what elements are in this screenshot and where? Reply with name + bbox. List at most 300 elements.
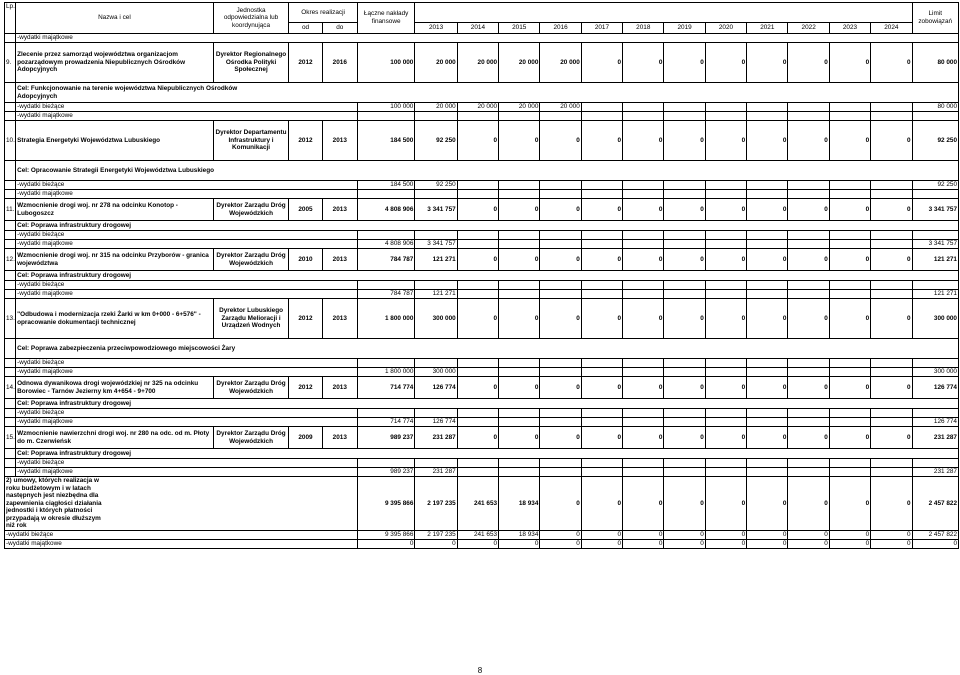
project-row [5, 199, 959, 221]
project-year-value: 0 [871, 249, 912, 271]
expense-label: -wydatki majątkowe [16, 468, 358, 477]
project-year-value: 0 [499, 299, 540, 339]
expense-year-value [705, 368, 746, 377]
expense-spacer [5, 112, 16, 121]
project-year-value: 0 [664, 299, 705, 339]
expense-total: 100 000 [357, 103, 414, 112]
project-row [5, 377, 959, 399]
expense-year-value [581, 368, 622, 377]
summary-year-value: 18 934 [499, 477, 540, 531]
project-year-value: 0 [705, 427, 746, 449]
expense-year-value [829, 190, 870, 199]
project-year-value: 0 [871, 299, 912, 339]
expense-year-value [457, 418, 498, 427]
expense-year-value [747, 368, 788, 377]
expense-year-value [788, 290, 829, 299]
project-total: 989 237 [357, 427, 414, 449]
header-total: Łączne nakłady finansowe [357, 3, 414, 34]
project-year-value: 0 [829, 427, 870, 449]
expense-year-value [540, 181, 581, 190]
summary-year-value: 0 [664, 477, 705, 531]
project-year-value: 0 [457, 427, 498, 449]
project-year-value: 0 [499, 121, 540, 161]
expense-year-value [499, 418, 540, 427]
expense-year-value [623, 190, 664, 199]
expense-row [5, 418, 959, 427]
summary-limit: 2 457 822 [912, 477, 959, 531]
expense-spacer [5, 468, 16, 477]
summary-expense-year-value: 0 [623, 530, 664, 539]
expense-year-value [747, 103, 788, 112]
project-year-value: 0 [705, 299, 746, 339]
goal-spacer [5, 271, 16, 281]
expense-year-value [499, 240, 540, 249]
project-year-value: 0 [829, 249, 870, 271]
header-period: Okres realizacji [289, 3, 358, 23]
expense-row [5, 240, 959, 249]
expense-year-value [415, 190, 457, 199]
project-year-value: 0 [788, 377, 829, 399]
expense-year-value [499, 181, 540, 190]
project-year-value: 0 [788, 121, 829, 161]
page-number: 8 [477, 666, 483, 675]
header-year: 2023 [829, 23, 870, 34]
expense-year-value [581, 409, 622, 418]
expense-spacer [5, 409, 16, 418]
expense-year-value [540, 468, 581, 477]
expense-year-value [581, 418, 622, 427]
expense-year-value [581, 468, 622, 477]
project-limit: 126 774 [912, 377, 959, 399]
expense-year-value [664, 181, 705, 190]
expense-year-value [457, 190, 498, 199]
expense-spacer [5, 418, 16, 427]
expense-year-value [623, 290, 664, 299]
project-year-value: 0 [705, 43, 746, 83]
project-year-value: 20 000 [540, 43, 581, 83]
expense-year-value [747, 231, 788, 240]
goal-text: Cel: Poprawa infrastruktury drogowej [16, 399, 959, 409]
project-year-value: 0 [457, 249, 498, 271]
goal-spacer [5, 161, 16, 181]
expense-year-value [623, 409, 664, 418]
project-lp: 11. [5, 199, 16, 221]
expense-year-value [499, 409, 540, 418]
summary-expense-year-value: 0 [664, 530, 705, 539]
expense-year-value [747, 181, 788, 190]
goal-spacer [5, 339, 16, 359]
expense-year-value [664, 103, 705, 112]
project-year-value: 0 [747, 427, 788, 449]
project-year-value: 20 000 [415, 43, 457, 83]
project-year-value: 0 [664, 249, 705, 271]
project-year-value: 0 [871, 43, 912, 83]
project-to: 2013 [322, 377, 357, 399]
expense-year-value [664, 281, 705, 290]
goal-text: Cel: Poprawa zabezpieczenia przeciwpowodziowego miejscowości Żary [16, 339, 959, 359]
expense-year-value: 126 774 [415, 418, 457, 427]
expense-year-value [664, 409, 705, 418]
expense-row [5, 231, 959, 240]
project-year-value: 0 [747, 199, 788, 221]
expense-year-value: 20 000 [540, 103, 581, 112]
expense-year-value [871, 459, 912, 468]
summary-expense-year-value: 0 [747, 530, 788, 539]
expense-year-value [664, 190, 705, 199]
expense-year-value: 20 000 [499, 103, 540, 112]
expense-label: -wydatki bieżące [16, 231, 358, 240]
expense-year-value [457, 181, 498, 190]
expense-year-value [540, 290, 581, 299]
expense-year-value [871, 103, 912, 112]
header-year: 2015 [499, 23, 540, 34]
summary-expense-year-value: 0 [871, 530, 912, 539]
header-year: 2021 [747, 23, 788, 34]
project-year-value: 0 [664, 43, 705, 83]
expense-year-value [871, 359, 912, 368]
expense-year-value [664, 368, 705, 377]
summary-expense-year-value: 0 [581, 539, 622, 548]
summary-expense-total: 0 [357, 539, 414, 548]
summary-expense-year-value: 0 [829, 539, 870, 548]
expense-year-value [457, 281, 498, 290]
goal-text: Cel: Poprawa infrastruktury drogowej [16, 221, 959, 231]
project-year-value: 0 [623, 121, 664, 161]
project-year-value: 0 [581, 377, 622, 399]
project-year-value: 0 [499, 199, 540, 221]
project-to: 2013 [322, 121, 357, 161]
expense-label: -wydatki majątkowe [16, 190, 358, 199]
goal-text: Cel: Funkcjonowanie na terenie województwa Niepublicznych Ośrodków Adopcyjnych [16, 83, 959, 103]
expense-year-value [415, 112, 457, 121]
project-year-value: 0 [623, 377, 664, 399]
expense-year-value [705, 409, 746, 418]
expense-year-value [540, 459, 581, 468]
expense-year-value [623, 368, 664, 377]
summary-total: 9 395 866 [357, 477, 414, 531]
expense-spacer [5, 190, 16, 199]
expense-year-value: 3 341 757 [415, 240, 457, 249]
summary-expense-year-value: 0 [871, 539, 912, 548]
project-lp: 12. [5, 249, 16, 271]
project-total: 4 808 906 [357, 199, 414, 221]
project-year-value: 0 [581, 199, 622, 221]
goal-row [5, 271, 959, 281]
expense-label: -wydatki bieżące [16, 409, 358, 418]
expense-year-value [664, 112, 705, 121]
expense-year-value [581, 281, 622, 290]
project-year-value: 0 [540, 299, 581, 339]
project-year-value: 0 [581, 249, 622, 271]
project-year-value: 0 [623, 43, 664, 83]
project-year-value: 0 [664, 121, 705, 161]
expense-year-value [747, 468, 788, 477]
expense-year-value [499, 468, 540, 477]
project-lp: 10. [5, 121, 16, 161]
summary-expense-year-value: 0 [788, 530, 829, 539]
summary-expense-row [5, 539, 959, 548]
project-year-value: 0 [705, 199, 746, 221]
project-name: Zlecenie przez samorząd województwa organizacjom pozarządowym prowadzenia Niepublicznych Ośrodków Adopcyjnych [16, 43, 214, 83]
project-from: 2012 [289, 299, 322, 339]
project-year-value: 0 [664, 199, 705, 221]
expense-year-value: 20 000 [457, 103, 498, 112]
expense-year-value [415, 409, 457, 418]
expense-year-value [788, 281, 829, 290]
expense-year-value [829, 368, 870, 377]
expense-year-value [705, 181, 746, 190]
summary-expense-year-value: 2 197 235 [415, 530, 457, 539]
expense-limit: 300 000 [912, 368, 959, 377]
expense-total [357, 281, 414, 290]
expense-year-value [664, 231, 705, 240]
expense-label: -wydatki majątkowe [16, 290, 358, 299]
expense-year-value [871, 181, 912, 190]
project-year-value: 0 [581, 43, 622, 83]
expense-year-value [705, 468, 746, 477]
project-limit: 3 341 757 [912, 199, 959, 221]
expense-year-value [457, 459, 498, 468]
expense-year-value [499, 281, 540, 290]
expense-year-value [871, 418, 912, 427]
summary-expense-year-value: 0 [788, 539, 829, 548]
expense-year-value [747, 459, 788, 468]
project-name: "Odbudowa i modernizacja rzeki Żarki w km 0+000 - 6+576" - opracowanie dokumentacji technicznej [16, 299, 214, 339]
expense-year-value [829, 181, 870, 190]
goal-spacer [5, 449, 16, 459]
header-year: 2024 [871, 23, 912, 34]
project-year-value: 0 [829, 299, 870, 339]
goal-row [5, 161, 959, 181]
expense-year-value [540, 190, 581, 199]
project-name: Strategia Energetyki Województwa Lubuskiego [16, 121, 214, 161]
expense-year-value [623, 181, 664, 190]
project-lp: 13. [5, 299, 16, 339]
project-row [5, 43, 959, 83]
project-year-value: 0 [540, 121, 581, 161]
summary-year-value: 0 [581, 477, 622, 531]
expense-year-value [747, 418, 788, 427]
expense-year-value [788, 240, 829, 249]
goal-row [5, 83, 959, 103]
summary-expense-label: -wydatki bieżące [5, 530, 358, 539]
project-to: 2013 [322, 427, 357, 449]
expense-year-value [788, 409, 829, 418]
expense-year-value [871, 112, 912, 121]
expense-spacer [5, 459, 16, 468]
expense-total [357, 190, 414, 199]
expense-year-value [829, 281, 870, 290]
project-unit: Dyrektor Zarządu Dróg Wojewódzkich [213, 427, 289, 449]
expense-row [5, 409, 959, 418]
expense-row [5, 368, 959, 377]
expense-year-value [788, 231, 829, 240]
project-unit: Dyrektor Lubuskiego Zarządu Melioracji i Urządzeń Wodnych [213, 299, 289, 339]
project-unit: Dyrektor Regionalnego Ośrodka Polityki Społecznej [213, 43, 289, 83]
expense-spacer [5, 281, 16, 290]
expense-year-value [747, 112, 788, 121]
spacer-cell [5, 34, 16, 43]
project-to: 2013 [322, 249, 357, 271]
project-lp: 15. [5, 427, 16, 449]
project-year-value: 0 [747, 377, 788, 399]
expense-limit [912, 459, 959, 468]
header-year: 2016 [540, 23, 581, 34]
project-row [5, 427, 959, 449]
summary-year-value: 0 [705, 477, 746, 531]
expense-total: 4 808 906 [357, 240, 414, 249]
project-year-value: 0 [623, 199, 664, 221]
expense-year-value [499, 290, 540, 299]
project-from: 2012 [289, 377, 322, 399]
expense-year-value [540, 359, 581, 368]
project-name: Wzmocnienie nawierzchni drogi woj. nr 280 na odc. od m. Płoty do m. Czerwieńsk [16, 427, 214, 449]
expense-year-value [829, 103, 870, 112]
project-year-value: 0 [829, 199, 870, 221]
expense-year-value [871, 231, 912, 240]
goal-row [5, 221, 959, 231]
expense-year-value [664, 290, 705, 299]
project-total: 1 800 000 [357, 299, 414, 339]
expense-year-value [540, 231, 581, 240]
project-year-value: 0 [788, 199, 829, 221]
expense-spacer [5, 231, 16, 240]
summary-expense-year-value: 241 653 [457, 530, 498, 539]
expense-limit [912, 409, 959, 418]
header-to: do [322, 23, 357, 34]
expense-total: 784 787 [357, 290, 414, 299]
expense-year-value [829, 409, 870, 418]
project-year-value: 0 [457, 377, 498, 399]
summary-expense-label: -wydatki majątkowe [5, 539, 358, 548]
expense-year-value [540, 418, 581, 427]
expense-year-value [829, 231, 870, 240]
expense-year-value [747, 290, 788, 299]
expense-spacer [5, 359, 16, 368]
expense-year-value [747, 240, 788, 249]
project-year-value: 0 [829, 121, 870, 161]
header-year: 2014 [457, 23, 498, 34]
expense-year-value [788, 112, 829, 121]
summary-expense-year-value: 0 [705, 530, 746, 539]
project-year-value: 20 000 [457, 43, 498, 83]
expense-year-value: 300 000 [415, 368, 457, 377]
expense-year-value [623, 112, 664, 121]
project-year-value: 0 [457, 121, 498, 161]
expense-year-value [540, 368, 581, 377]
expense-year-value [457, 368, 498, 377]
document-page [4, 2, 959, 675]
expense-total [357, 112, 414, 121]
summary-expense-limit: 0 [912, 539, 959, 548]
expense-year-value [705, 190, 746, 199]
expense-year-value [581, 112, 622, 121]
expense-year-value [829, 459, 870, 468]
expense-year-value [623, 240, 664, 249]
expense-year-value [457, 240, 498, 249]
expense-spacer [5, 290, 16, 299]
project-limit: 300 000 [912, 299, 959, 339]
expense-year-value [499, 359, 540, 368]
expense-year-value [871, 190, 912, 199]
summary-expense-total: 9 395 866 [357, 530, 414, 539]
summary-expense-limit: 2 457 822 [912, 530, 959, 539]
goal-row [5, 339, 959, 359]
project-from: 2012 [289, 43, 322, 83]
expense-year-value [747, 409, 788, 418]
expense-row [5, 281, 959, 290]
project-year-value: 0 [540, 427, 581, 449]
project-name: Odnowa dywanikowa drogi wojewódzkiej nr 325 na odcinku Borowiec - Tarnów Jezierny km 4+654 - 9+700 [16, 377, 214, 399]
expense-year-value: 231 287 [415, 468, 457, 477]
expense-row [5, 290, 959, 299]
project-year-value: 0 [499, 427, 540, 449]
expense-limit [912, 281, 959, 290]
project-year-value: 0 [871, 377, 912, 399]
project-from: 2009 [289, 427, 322, 449]
expense-year-value [871, 290, 912, 299]
expense-year-value [747, 190, 788, 199]
project-year-value: 92 250 [415, 121, 457, 161]
expense-row [5, 112, 959, 121]
expense-year-value [829, 240, 870, 249]
project-year-value: 0 [788, 427, 829, 449]
expense-limit: 121 271 [912, 290, 959, 299]
expense-row [5, 103, 959, 112]
expense-year-value [581, 459, 622, 468]
project-year-value: 0 [788, 299, 829, 339]
expense-limit: 80 000 [912, 103, 959, 112]
project-to: 2013 [322, 299, 357, 339]
summary-row [5, 477, 959, 531]
expense-year-value [581, 290, 622, 299]
expense-limit: 126 774 [912, 418, 959, 427]
project-year-value: 0 [788, 43, 829, 83]
expense-year-value [581, 359, 622, 368]
project-lp: 9. [5, 43, 16, 83]
expense-year-value [623, 359, 664, 368]
expense-year-value [581, 181, 622, 190]
expense-year-value [499, 112, 540, 121]
project-year-value: 0 [581, 121, 622, 161]
project-year-value: 0 [623, 249, 664, 271]
expense-total [357, 459, 414, 468]
project-unit: Dyrektor Zarządu Dróg Wojewódzkich [213, 377, 289, 399]
expense-limit: 92 250 [912, 181, 959, 190]
summary-expense-year-value: 0 [581, 530, 622, 539]
header-year: 2020 [705, 23, 746, 34]
expense-year-value [829, 112, 870, 121]
header-lp: Lp. [5, 3, 16, 34]
expense-year-value [829, 418, 870, 427]
table-body [5, 3, 959, 549]
expense-spacer [5, 181, 16, 190]
expense-year-value [415, 359, 457, 368]
expense-year-value [664, 359, 705, 368]
project-name: Wzmocnienie drogi woj. nr 315 na odcinku Przyborów - granica województwa [16, 249, 214, 271]
summary-expense-year-value: 0 [664, 539, 705, 548]
summary-expense-year-value: 0 [705, 539, 746, 548]
project-lp: 14. [5, 377, 16, 399]
project-year-value: 0 [747, 43, 788, 83]
project-year-value: 0 [457, 299, 498, 339]
expense-year-value [457, 231, 498, 240]
expense-year-value [457, 409, 498, 418]
project-year-value: 0 [705, 377, 746, 399]
project-year-value: 0 [499, 249, 540, 271]
summary-expense-year-value: 0 [747, 539, 788, 548]
project-limit: 121 271 [912, 249, 959, 271]
